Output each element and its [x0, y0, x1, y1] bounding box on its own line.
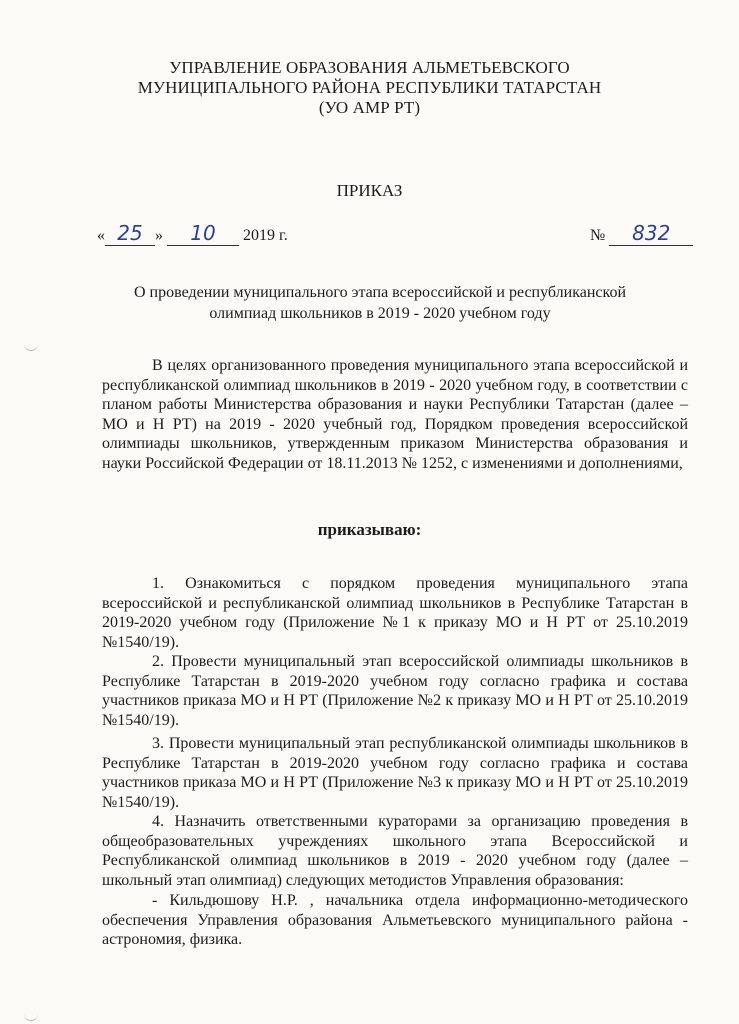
subject-line-2: олимпиад школьников в 2019 - 2020 учебном году — [209, 305, 551, 322]
letterhead-line-2: МУНИЦИПАЛЬНОГО РАЙОНА РЕСПУБЛИКИ ТАТАРСТАН — [137, 78, 602, 97]
number-handwritten: 832 — [609, 221, 693, 246]
order-item-4-curator: - Кильдюшову Н.Р. , начальника отдела информационно-методического обеспечения Управления образования Альметьевского муниципального района - астрономия, физика. — [102, 892, 688, 948]
order-item-4: 4. Назначить ответственными кураторами за организацию проведения в общеобразовательных учреждениях школьного этапа Всероссийской и Республиканской олимпиад школьников в 2019 - 2020 учебном году (далее – школьный этап олимпиад) следующих методистов Управления образования: — [102, 813, 688, 889]
order-item-3: 3. Провести муниципальный этап республиканской олимпиады школьников в Республике Татарстан в 2019-2020 учебном году согласно графика и состава участников приказа МО и Н РТ (Приложение №3 к приказу МО и Н РТ от 25.10.2019 №1540/19). — [102, 735, 688, 811]
decree-word: приказываю: — [317, 520, 422, 539]
order-number — [590, 221, 693, 246]
letterhead — [0, 58, 739, 118]
punch-hole-mark — [24, 342, 38, 351]
date-close-quote: » — [155, 227, 163, 244]
punch-hole-mark — [24, 1012, 38, 1021]
order-item-1: 1. Ознакомиться с порядком проведения муниципального этапа всероссийской и республиканской олимпиад школьников в Республике Татарстан в 2019-2020 учебном году (Приложение №1 к приказу МО и Н РТ от 25.10.2019 №1540/19). — [102, 575, 688, 651]
order-title: ПРИКАЗ — [336, 181, 403, 200]
date-month-handwritten: 10 — [167, 221, 239, 246]
letterhead-line-3: (УО АМР РТ) — [318, 98, 421, 117]
number-label: № — [590, 227, 606, 244]
letterhead-line-1: УПРАВЛЕНИЕ ОБРАЗОВАНИЯ АЛЬМЕТЬЕВСКОГО — [169, 58, 570, 77]
order-item-2: 2. Провести муниципальный этап всероссийской олимпиады школьников в Республике Татарстан в 2019-2020 учебном году согласно графика и состава участников приказа МО и Н РТ (Приложение №2 к приказу МО и Н РТ от 25.10.2019 №1540/19). — [102, 653, 688, 729]
subject-line-1: О проведении муниципального этапа всероссийской и республиканской — [133, 284, 627, 301]
order-subject — [80, 282, 680, 324]
date-year: 2019 г. — [243, 227, 288, 244]
date-day-handwritten: 25 — [105, 221, 155, 246]
intro-paragraph: В целях организованного проведения муниципального этапа всероссийской и республиканской олимпиад школьников в 2019 - 2020 учебном году, в соответствии с планом работы Министерства образования и науки Республики Татарстан (далее – МО и Н РТ) на 2019 - 2020 учебный год, Порядком проведения всероссийской олимпиады школьников, утвержденным приказом Министерства образования и науки Российской Федерации от 18.11.2013 № 1252, с изменениями и дополнениями, — [102, 357, 688, 472]
order-date — [97, 221, 288, 246]
date-open-quote: « — [97, 227, 105, 244]
